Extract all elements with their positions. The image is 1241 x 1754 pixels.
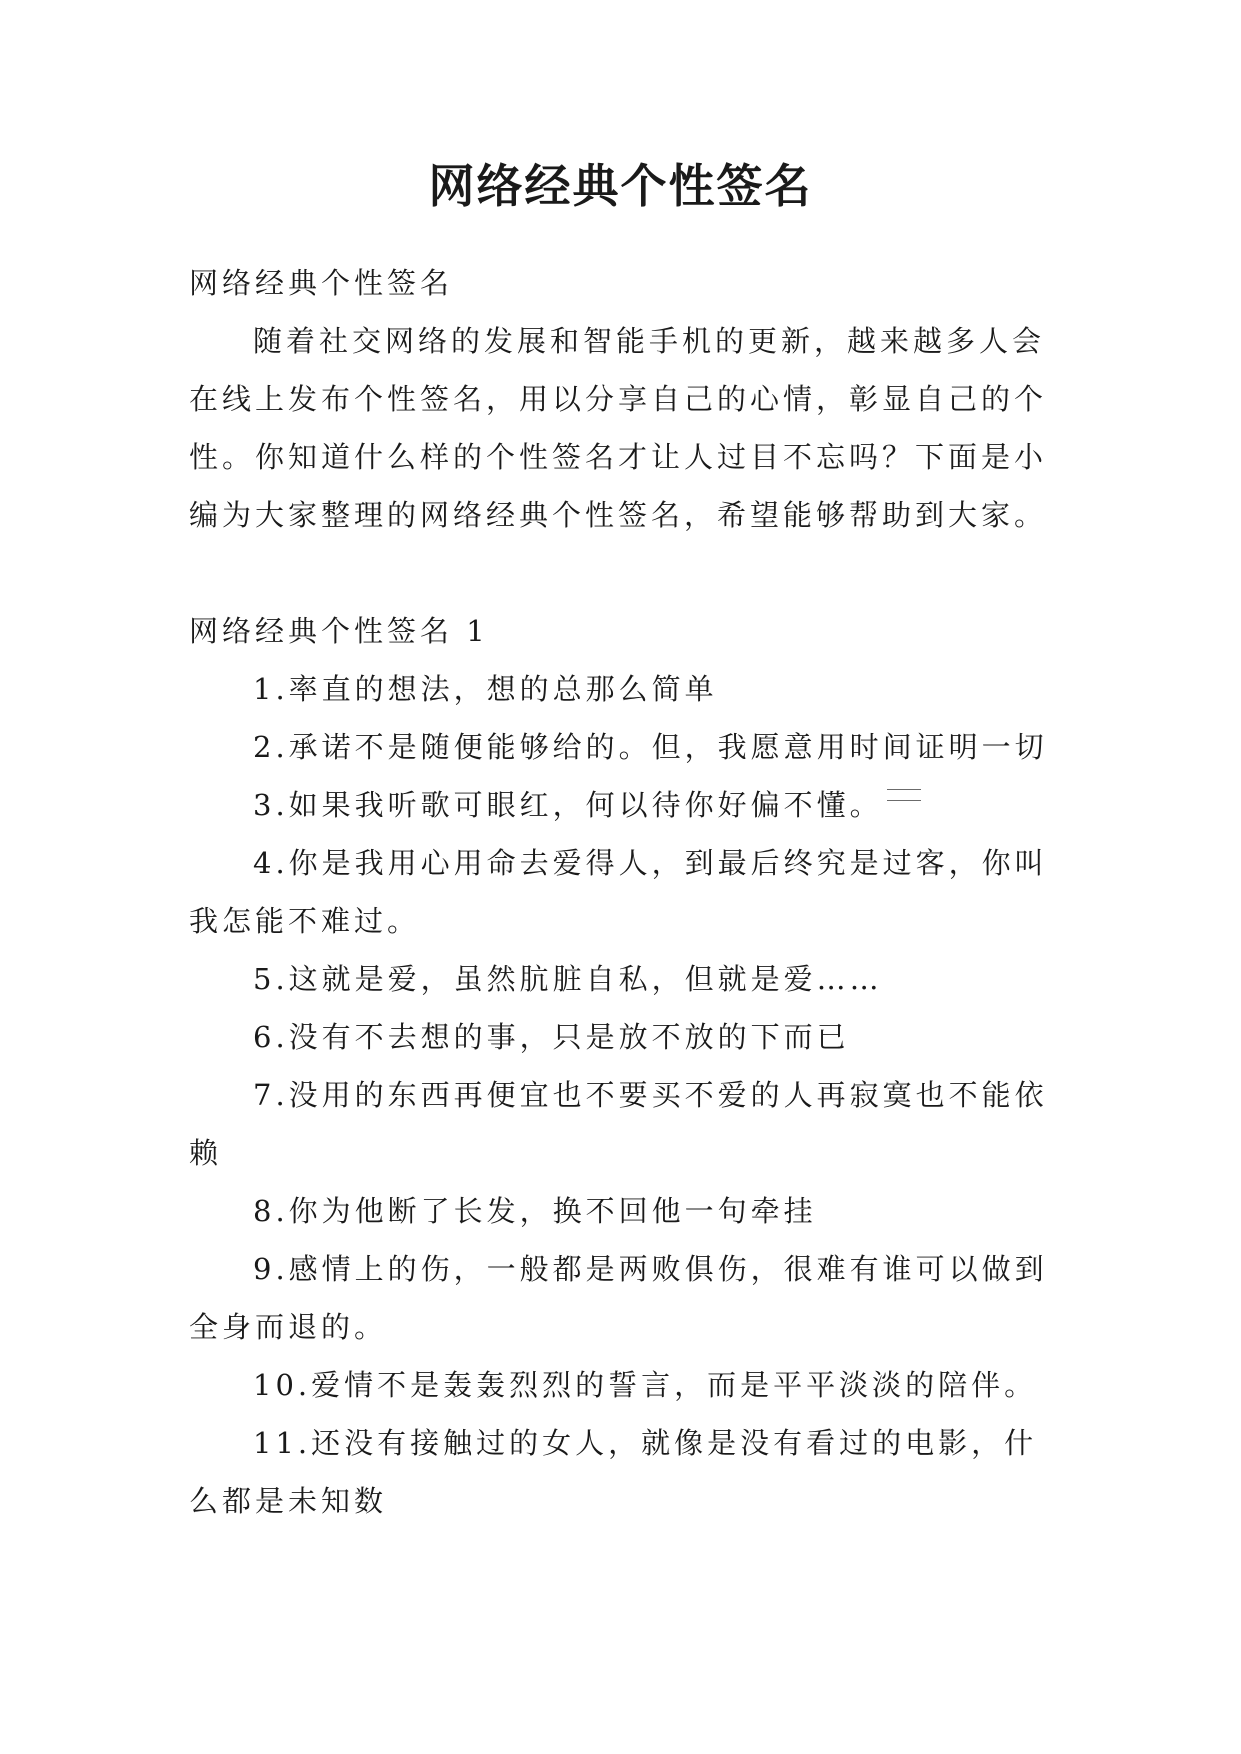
list-item: 9.感情上的伤，一般都是两败俱伤，很难有谁可以做到全身而退的。	[189, 1252, 1048, 1344]
intro-heading: 网络经典个性签名	[189, 266, 454, 300]
list-item: 10.爱情不是轰轰烈烈的誓言，而是平平淡淡的陪伴。	[253, 1368, 1038, 1402]
list-item: 11.还没有接触过的女人，就像是没有看过的电影，什么都是未知数	[189, 1426, 1038, 1518]
section-heading: 网络经典个性签名 1	[189, 614, 489, 648]
list-item: 1.率直的想法，想的总那么简单	[253, 672, 718, 706]
document-body	[189, 254, 1051, 1530]
intro-paragraph: 随着社交网络的发展和智能手机的更新，越来越多人会在线上发布个性签名，用以分享自己的心情，彰显自己的个性。你知道什么样的个性签名才让人过目不忘吗？下面是小编为大家整理的网络经典个性签名，希望能够帮助到大家。	[189, 324, 1048, 532]
list-item: 4.你是我用心用命去爱得人，到最后终究是过客，你叫我怎能不难过。	[189, 846, 1048, 938]
list-item: 5.这就是爱，虽然肮脏自私，但就是爱……	[253, 962, 883, 996]
list-item: 8.你为他断了长发，换不回他一句牵挂	[253, 1194, 817, 1228]
section-spacer	[189, 544, 1051, 602]
document-title: 网络经典个性签名	[428, 159, 813, 213]
list-item: 6.没有不去想的事，只是放不放的下而已	[253, 1020, 850, 1054]
list-item	[189, 776, 1051, 834]
list-item: 2.承诺不是随便能够给的。但，我愿意用时间证明一切	[253, 730, 1048, 764]
squiggle-mark-icon	[887, 789, 921, 801]
list-item: 7.没用的东西再便宜也不要买不爱的人再寂寞也不能依赖	[189, 1078, 1048, 1170]
list-item-text: 3.如果我听歌可眼红，何以待你好偏不懂。	[253, 788, 883, 822]
